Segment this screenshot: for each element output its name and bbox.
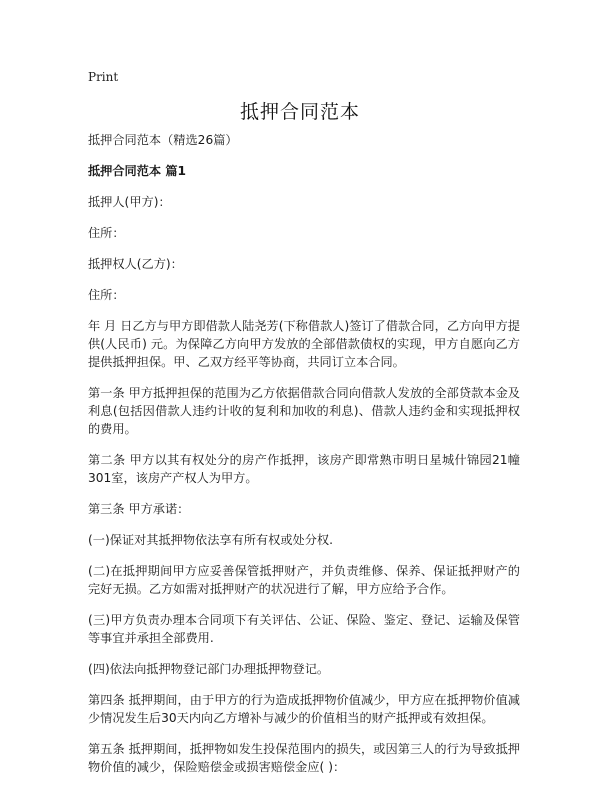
document-body [88,131,520,789]
paragraph-mortgagee: 抵押权人(乙方)： [88,257,183,271]
paragraph-article-4: 第四条 抵押期间，由于甲方的行为造成抵押物价值减少，甲方应在抵押物价值减少情况发生后30天内向乙方增补与减少的价值相当的财产抵押或有效担保。 [88,693,520,725]
print-link[interactable]: Print [88,70,119,84]
paragraph-article-3-item-3: (三)甲方负责办理本合同项下有关评估、公证、保险、鉴定、登记、运输及保管等事宜并承担全部费用. [88,613,520,645]
paragraph-article-2: 第二条 甲方以其有权处分的房产作抵押，该房产即常熟市明日星城什锦园21幢301室，该房产产权人为甲方。 [88,453,520,485]
paragraph-article-3: 第三条 甲方承诺： [88,502,190,516]
paragraph-mortgagor: 抵押人(甲方)： [88,195,171,209]
paragraph-article-3-item-4: (四)依法向抵押物登记部门办理抵押物登记。 [88,662,330,676]
paragraph-article-5: 第五条 抵押期间，抵押物如发生投保范围内的损失，或因第三人的行为导致抵押物价值的减少，保险赔偿金或损害赔偿金应( )： [88,742,520,774]
paragraph-article-3-item-2: (二)在抵押期间甲方应妥善保管抵押财产，并负责维修、保养、保证抵押财产的完好无损。乙方如需对抵押财产的状况进行了解，甲方应给予合作。 [88,564,520,596]
paragraph-preamble: 年 月 日乙方与甲方即借款人陆尧芳(下称借款人)签订了借款合同，乙方向甲方提供(人民币) 元。为保障乙方向甲方发放的全部借款债权的实现，甲方自愿向乙方提供抵押担保。甲、乙双方经平等协商，共同订立本合同。 [88,319,520,369]
document-title: 抵押合同范本 [239,101,360,123]
paragraph-mortgagee-address: 住所： [88,288,125,302]
document-subtitle: 抵押合同范本（精选26篇） [88,133,238,147]
paragraph-mortgagor-address: 住所： [88,226,125,240]
paragraph-article-1: 第一条 甲方抵押担保的范围为乙方依据借款合同向借款人发放的全部贷款本金及利息(包括因借款人违约计收的复利和加收的利息)、借款人违约金和实现抵押权的费用。 [88,386,520,436]
paragraph-article-3-item-1: (一)保证对其抵押物依法享有所有权或处分权. [88,533,333,547]
section-heading: 抵押合同范本 篇1 [88,164,187,178]
